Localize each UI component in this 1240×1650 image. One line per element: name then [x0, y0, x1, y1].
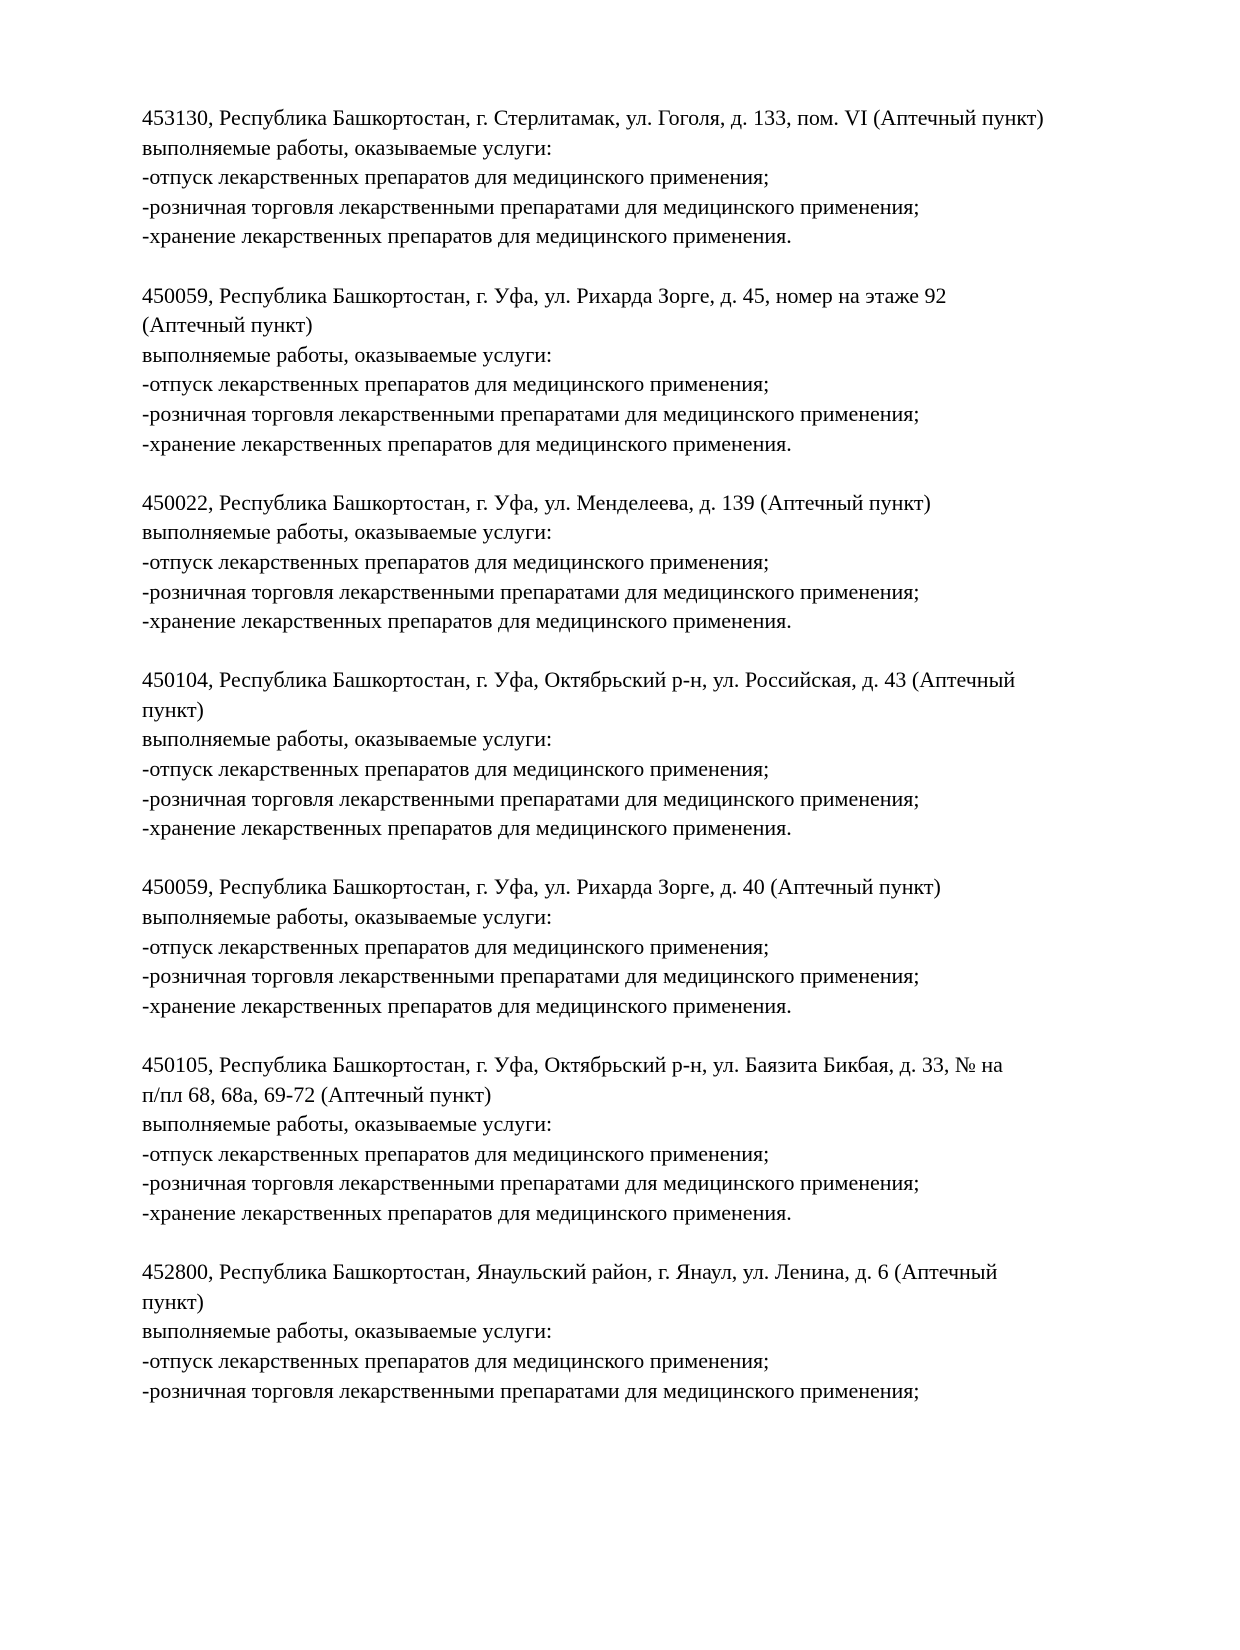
services-heading: выполняемые работы, оказываемые услуги: — [142, 1318, 553, 1344]
pharmacy-entry — [142, 665, 1162, 843]
service-item: -хранение лекарственных препаратов для медицинского применения. — [142, 1199, 792, 1225]
service-item: -отпуск лекарственных препаратов для медицинского применения; — [142, 1347, 770, 1373]
services-heading: выполняемые работы, оказываемые услуги: — [142, 1111, 553, 1137]
services-heading: выполняемые работы, оказываемые услуги: — [142, 904, 553, 930]
service-item: -отпуск лекарственных препаратов для медицинского применения; — [142, 1140, 770, 1166]
address-line: 450022, Республика Башкортостан, г. Уфа, ул. Менделеева, д. 139 (Аптечный пункт) — [142, 489, 931, 515]
service-item: -отпуск лекарственных препаратов для медицинского применения; — [142, 933, 770, 959]
pharmacy-entry — [142, 1050, 1162, 1228]
service-item: -отпуск лекарственных препаратов для медицинского применения; — [142, 548, 770, 574]
service-item: -хранение лекарственных препаратов для медицинского применения. — [142, 223, 792, 249]
pharmacy-entry — [142, 872, 1162, 1020]
service-item: -розничная торговля лекарственными препаратами для медицинского применения; — [142, 1377, 920, 1403]
service-item: -хранение лекарственных препаратов для медицинского применения. — [142, 992, 792, 1018]
service-item: -розничная торговля лекарственными препаратами для медицинского применения; — [142, 1170, 920, 1196]
services-heading: выполняемые работы, оказываемые услуги: — [142, 726, 553, 752]
service-item: -розничная торговля лекарственными препаратами для медицинского применения; — [142, 963, 920, 989]
address-line: 453130, Республика Башкортостан, г. Стерлитамак, ул. Гоголя, д. 133, пом. VI (Аптечный пункт) — [142, 105, 1044, 130]
document-page — [142, 103, 1162, 1435]
service-item: -розничная торговля лекарственными препаратами для медицинского применения; — [142, 400, 920, 426]
pharmacy-entry — [142, 103, 1162, 251]
pharmacy-entry — [142, 281, 1162, 459]
service-item: -отпуск лекарственных препаратов для медицинского применения; — [142, 164, 770, 190]
service-item: -хранение лекарственных препаратов для медицинского применения. — [142, 815, 792, 841]
address-line: 452800, Республика Башкортостан, Янаульский район, г. Янаул, ул. Ленина, д. 6 (Аптечный — [142, 1259, 998, 1285]
service-item: -розничная торговля лекарственными препаратами для медицинского применения; — [142, 578, 920, 604]
service-item: -розничная торговля лекарственными препаратами для медицинского применения; — [142, 193, 920, 219]
address-line: 450059, Республика Башкортостан, г. Уфа, ул. Рихарда Зорге, д. 45, номер на этаже 92 — [142, 282, 947, 308]
service-item: -розничная торговля лекарственными препаратами для медицинского применения; — [142, 785, 920, 811]
service-item: -отпуск лекарственных препаратов для медицинского применения; — [142, 371, 770, 397]
address-line-continued: пункт) — [142, 1288, 204, 1314]
services-heading: выполняемые работы, оказываемые услуги: — [142, 341, 553, 367]
service-item: -хранение лекарственных препаратов для медицинского применения. — [142, 608, 792, 634]
service-item: -хранение лекарственных препаратов для медицинского применения. — [142, 430, 792, 456]
service-item: -отпуск лекарственных препаратов для медицинского применения; — [142, 756, 770, 782]
address-line-continued: (Аптечный пункт) — [142, 312, 313, 338]
pharmacy-entry — [142, 488, 1162, 636]
address-line: 450105, Республика Башкортостан, г. Уфа, Октябрьский р-н, ул. Баязита Бикбая, д. 33, № на — [142, 1052, 1003, 1077]
address-line-continued: п/пл 68, 68а, 69-72 (Аптечный пункт) — [142, 1081, 492, 1107]
pharmacy-entry — [142, 1257, 1162, 1405]
services-heading: выполняемые работы, оказываемые услуги: — [142, 134, 553, 160]
address-line: 450104, Республика Башкортостан, г. Уфа, Октябрьский р-н, ул. Российская, д. 43 (Аптечный — [142, 667, 1016, 693]
address-line: 450059, Республика Башкортостан, г. Уфа, ул. Рихарда Зорге, д. 40 (Аптечный пункт) — [142, 874, 941, 900]
address-line-continued: пункт) — [142, 696, 204, 722]
services-heading: выполняемые работы, оказываемые услуги: — [142, 519, 553, 545]
